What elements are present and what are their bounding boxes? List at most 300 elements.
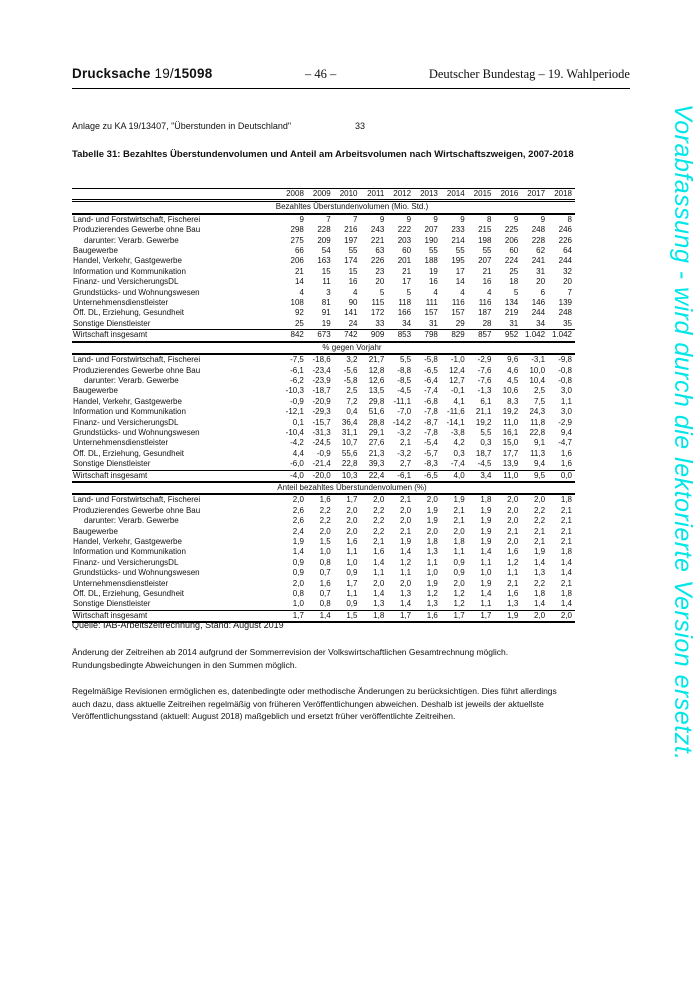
- cell-value: -10,4: [285, 427, 304, 437]
- cell-value: -3,8: [450, 427, 465, 437]
- section-header-label: Anteil bezahltes Überstundenvolumen (%): [72, 482, 575, 494]
- cell-value: 2,0: [453, 526, 465, 536]
- cell-value: 2,0: [453, 578, 465, 588]
- table-row: [72, 376, 575, 386]
- row-label: Handel, Verkehr, Gastgewerbe: [73, 537, 182, 546]
- document-number: [72, 66, 212, 81]
- cell-value: 1,1: [373, 568, 385, 578]
- cell-value: 12,4: [449, 365, 465, 375]
- cell-value: -14,2: [392, 417, 412, 427]
- cell-value: 187: [478, 308, 492, 318]
- cell-value: 2,2: [373, 526, 385, 536]
- cell-value: 20: [536, 277, 546, 287]
- cell-value: -2,9: [477, 355, 492, 365]
- cell-value: -21,4: [312, 459, 331, 469]
- cell-value: 27,6: [368, 438, 385, 448]
- cell-value: 2,1: [533, 526, 546, 536]
- table-wrap: [72, 188, 575, 623]
- cell-value: 2,0: [346, 516, 358, 526]
- cell-value: 1,3: [373, 599, 385, 609]
- cell-value: 1,9: [292, 537, 304, 546]
- cell-value: -11,6: [447, 407, 465, 417]
- cell-value: 2,0: [292, 578, 304, 588]
- cell-value: 226: [370, 256, 385, 266]
- cell-value: 24,3: [529, 407, 546, 417]
- cell-value: -6,0: [290, 459, 304, 469]
- cell-value: 2,0: [507, 495, 519, 505]
- cell-value: 909: [360, 330, 387, 342]
- cell-value: 842: [280, 330, 307, 342]
- cell-value: -6,5: [414, 470, 441, 482]
- cell-value: 111: [425, 298, 438, 308]
- row-label: Information und Kommunikation: [73, 407, 186, 417]
- document-number-prefix: 19/: [154, 66, 174, 81]
- cell-value: -7,6: [477, 365, 492, 375]
- cell-value: 9: [460, 214, 465, 224]
- row-label: Sonstige Dienstleister: [73, 318, 151, 328]
- cell-value: 216: [344, 225, 358, 235]
- cell-value: 1,8: [360, 610, 387, 622]
- cell-value: 55,6: [341, 448, 358, 458]
- row-label: darunter: Verarb. Gewerbe: [84, 235, 179, 245]
- cell-value: 1,0: [480, 568, 492, 578]
- cell-value: 0,4: [346, 407, 358, 417]
- cell-value: 298: [290, 225, 304, 235]
- table-source: Quelle: IAB-Arbeitszeitrechnung, Stand: August 2019: [72, 620, 284, 630]
- cell-value: 0,3: [480, 438, 492, 448]
- cell-value: 1,3: [507, 599, 519, 609]
- table-row: [72, 506, 575, 516]
- cell-value: 2,0: [346, 505, 358, 515]
- cell-value: 2,0: [548, 610, 575, 622]
- cell-value: 8: [567, 214, 572, 224]
- cell-value: 23: [375, 266, 385, 276]
- cell-value: -1,3: [477, 386, 492, 396]
- table-row: [72, 579, 575, 589]
- row-label: Sonstige Dienstleister: [73, 599, 151, 609]
- cell-value: 2,0: [426, 495, 438, 505]
- cell-value: 2,1: [507, 578, 519, 588]
- table-row: [72, 537, 575, 547]
- overtime-table: [72, 188, 575, 623]
- cell-value: 11: [322, 277, 331, 287]
- cell-value: 201: [397, 256, 412, 266]
- cell-value: 29,1: [368, 427, 385, 437]
- cell-value: 31,1: [341, 427, 358, 437]
- cell-value: 853: [387, 330, 414, 342]
- cell-value: 1,0: [292, 599, 304, 609]
- cell-value: 5: [379, 287, 385, 297]
- cell-value: 1,3: [533, 568, 546, 578]
- cell-value: 34: [536, 318, 546, 328]
- year-header-row: [72, 189, 575, 201]
- cell-value: 13,5: [368, 386, 385, 396]
- cell-value: 275: [290, 235, 304, 245]
- cell-value: -7,5: [290, 355, 304, 365]
- cell-value: 1,9: [480, 537, 492, 546]
- cell-value: 32: [563, 266, 572, 276]
- year-header-cell: 2013: [414, 189, 441, 201]
- cell-value: 28: [482, 318, 492, 328]
- cell-value: 36,4: [341, 417, 358, 427]
- cell-value: -0,1: [450, 386, 465, 396]
- cell-value: 3,0: [560, 407, 572, 417]
- cell-value: 7: [567, 287, 572, 297]
- cell-value: -3,2: [397, 448, 412, 458]
- cell-value: 2,1: [560, 537, 572, 546]
- row-label: Finanz- und VersicherungsDL: [73, 557, 179, 567]
- cell-value: 4,1: [453, 396, 465, 406]
- year-header-cell: 2010: [334, 189, 361, 201]
- cell-value: -15,7: [312, 417, 331, 427]
- table-row: [72, 516, 575, 526]
- cell-value: 224: [504, 256, 519, 266]
- cell-value: -2,9: [558, 417, 572, 427]
- cell-value: 64: [563, 246, 572, 256]
- cell-value: -4,2: [290, 438, 304, 448]
- table-row: [72, 308, 575, 318]
- cell-value: 1,2: [507, 557, 519, 567]
- cell-value: 28,8: [368, 417, 385, 427]
- cell-value: 15: [321, 266, 331, 276]
- cell-value: 2,4: [292, 526, 304, 536]
- cell-value: 1,6: [373, 547, 385, 557]
- cell-value: 4,4: [292, 448, 304, 458]
- cell-value: 9: [433, 214, 438, 224]
- cell-value: 5,5: [399, 355, 412, 365]
- row-label: Land- und Forstwirtschaft, Fischerei: [73, 495, 201, 505]
- cell-value: 2,5: [346, 386, 358, 396]
- cell-value: 1,4: [373, 589, 385, 599]
- cell-value: 1,6: [560, 448, 572, 458]
- cell-value: -14,1: [446, 417, 465, 427]
- cell-value: 1,1: [480, 557, 492, 567]
- cell-value: 2,0: [346, 526, 358, 536]
- table-row: [72, 438, 575, 448]
- cell-value: 2,2: [533, 516, 546, 526]
- footnote-line: auch dazu, dass aktuelle Zeitreihen regelmäßig von früheren Veröffentlichungen abweichen. Deshalb ist jeweils der aktuellste: [72, 698, 544, 709]
- cell-value: 18: [509, 277, 519, 287]
- cell-value: 7,2: [346, 396, 358, 406]
- cell-value: 3,2: [346, 355, 358, 365]
- cell-value: 19,2: [475, 417, 492, 427]
- cell-value: 15,0: [502, 438, 519, 448]
- cell-value: 4: [353, 287, 358, 297]
- row-label: Sonstige Dienstleister: [73, 459, 151, 469]
- cell-value: 54: [321, 246, 331, 256]
- annex-number: 33: [355, 121, 366, 131]
- cell-value: 1,4: [480, 589, 492, 599]
- section-header-row: [72, 201, 575, 214]
- page-header: [72, 66, 630, 89]
- table-row: [72, 494, 575, 505]
- cell-value: 1,7: [346, 495, 358, 505]
- table-row: [72, 366, 575, 376]
- row-label: Baugewerbe: [73, 526, 118, 536]
- cell-value: 222: [397, 225, 412, 235]
- cell-value: 115: [371, 298, 385, 308]
- cell-value: 9: [513, 214, 519, 224]
- row-label: Unternehmensdienstleister: [73, 298, 169, 308]
- cell-value: 0,9: [453, 568, 465, 578]
- cell-value: 798: [414, 330, 441, 342]
- cell-value: 5,5: [480, 427, 492, 437]
- cell-value: 1,7: [280, 610, 307, 622]
- cell-value: -0,8: [558, 365, 572, 375]
- cell-value: 21: [482, 266, 492, 276]
- cell-value: 4: [433, 287, 438, 297]
- cell-value: 1,8: [426, 537, 438, 546]
- cell-value: 742: [334, 330, 361, 342]
- cell-value: 1,6: [414, 610, 441, 622]
- cell-value: 214: [451, 235, 465, 245]
- table-row: [72, 236, 575, 246]
- cell-value: 2,0: [292, 495, 304, 505]
- cell-value: 1,4: [533, 599, 546, 609]
- cell-value: -5,8: [424, 355, 438, 365]
- cell-value: 1,6: [319, 578, 331, 588]
- cell-value: -11,1: [393, 396, 412, 406]
- cell-value: 9,5: [521, 470, 548, 482]
- cell-value: 1,2: [399, 557, 412, 567]
- cell-value: 0,3: [453, 448, 465, 458]
- cell-value: 2,0: [507, 516, 519, 526]
- table-row: [72, 256, 575, 266]
- cell-value: 63: [375, 246, 385, 256]
- cell-value: 9: [540, 214, 546, 224]
- cell-value: -6,4: [424, 375, 438, 385]
- cell-value: 952: [494, 330, 521, 342]
- cell-value: -8,3: [424, 459, 438, 469]
- table-row: [72, 589, 575, 599]
- cell-value: 0,9: [346, 568, 358, 578]
- cell-value: 20: [563, 277, 572, 287]
- cell-value: 1.042: [521, 330, 548, 342]
- cell-value: 2,1: [560, 505, 572, 515]
- cell-value: -23,9: [312, 375, 331, 385]
- cell-value: 1,1: [346, 589, 358, 599]
- cell-value: -6,8: [424, 396, 438, 406]
- cell-value: 2,1: [453, 516, 465, 526]
- cell-value: 174: [344, 256, 358, 266]
- table-row: [72, 459, 575, 470]
- cell-value: 1,4: [560, 557, 572, 567]
- cell-value: -6,1: [290, 365, 304, 375]
- cell-value: -8,8: [397, 365, 412, 375]
- table-row: [72, 407, 575, 417]
- cell-value: 3,4: [468, 470, 495, 482]
- cell-value: 1,6: [319, 495, 331, 505]
- cell-value: 1,9: [399, 537, 412, 546]
- cell-value: 2,0: [373, 495, 385, 505]
- cell-value: 4: [460, 287, 465, 297]
- table-row: [72, 418, 575, 428]
- cell-value: -31,3: [312, 427, 331, 437]
- table-row: [72, 527, 575, 537]
- cell-value: 1,1: [399, 568, 412, 578]
- cell-value: 1,6: [507, 589, 519, 599]
- cell-value: 228: [531, 235, 546, 245]
- cell-value: 1,8: [533, 589, 546, 599]
- cell-value: -20,9: [312, 396, 331, 406]
- cell-value: 1,6: [346, 537, 358, 546]
- cell-value: 55: [428, 246, 438, 256]
- cell-value: -7,6: [477, 375, 492, 385]
- cell-value: 248: [558, 308, 572, 318]
- cell-value: -7,8: [424, 407, 438, 417]
- cell-value: 9: [406, 214, 412, 224]
- cell-value: 6: [540, 287, 546, 297]
- cell-value: 39,3: [368, 459, 385, 469]
- cell-value: 4,6: [507, 365, 519, 375]
- cell-value: 21: [294, 266, 304, 276]
- cell-value: 16: [482, 277, 492, 287]
- cell-value: 1,6: [507, 547, 519, 557]
- table-row: [72, 225, 575, 235]
- cell-value: 2,1: [507, 526, 519, 536]
- cell-value: 0,9: [346, 599, 358, 609]
- cell-value: 0,7: [319, 568, 331, 578]
- row-label: Öff. DL, Erziehung, Gesundheit: [73, 589, 185, 599]
- footnotes: [72, 646, 592, 737]
- table-row: [72, 277, 575, 287]
- year-header-cell: 2018: [548, 189, 575, 201]
- cell-value: 1,9: [426, 516, 438, 526]
- cell-value: 60: [509, 246, 519, 256]
- table-row: [72, 246, 575, 256]
- cell-value: 244: [558, 256, 572, 266]
- cell-value: 1,2: [426, 589, 438, 599]
- cell-value: 0,9: [292, 557, 304, 567]
- cell-value: 6,1: [480, 396, 492, 406]
- cell-value: 2,2: [373, 505, 385, 515]
- cell-value: -0,8: [558, 375, 572, 385]
- cell-value: -5,4: [424, 438, 438, 448]
- cell-value: 241: [531, 256, 546, 266]
- cell-value: 29: [455, 318, 465, 328]
- footnote-line: Veröffentlichungsstand (aktuell: August 2018) maßgeblich und ersetzt früher veröffentlichte Zeitreihen.: [72, 711, 456, 721]
- row-label: Produzierendes Gewerbe ohne Bau: [73, 505, 201, 515]
- cell-value: 0,9: [453, 557, 465, 567]
- year-header-cell: 2015: [468, 189, 495, 201]
- cell-value: 1,5: [334, 610, 361, 622]
- footnote-line: Änderung der Zeitreihen ab 2014 aufgrund der Sommerrevision der Volkswirtschaftlichen Gesamtrechnung möglich.: [72, 647, 509, 657]
- cell-value: 2,1: [453, 505, 465, 515]
- cell-value: 2,2: [373, 516, 385, 526]
- row-label: Grundstücks- und Wohnungswesen: [73, 427, 200, 437]
- row-label: Unternehmensdienstleister: [73, 578, 169, 588]
- cell-value: 22,8: [341, 459, 358, 469]
- cell-value: 2,2: [533, 578, 546, 588]
- preliminary-version-watermark: Vorabfassung - wird durch die lektorierte Version ersetzt.: [669, 104, 697, 761]
- cell-value: 1,6: [560, 459, 572, 469]
- cell-value: 2,6: [292, 505, 304, 515]
- row-label: Unternehmensdienstleister: [73, 438, 169, 448]
- cell-value: 118: [398, 298, 412, 308]
- row-label: Land- und Forstwirtschaft, Fischerei: [73, 355, 201, 365]
- cell-value: 673: [307, 330, 334, 342]
- cell-value: 108: [290, 298, 304, 308]
- cell-value: 207: [424, 225, 438, 235]
- cell-value: 10,0: [529, 365, 546, 375]
- cell-value: 246: [558, 225, 572, 235]
- page-number: – 46 –: [305, 67, 337, 81]
- cell-value: 60: [402, 246, 412, 256]
- cell-value: 2,1: [399, 495, 412, 505]
- cell-value: 16: [428, 277, 438, 287]
- cell-value: 34: [402, 318, 412, 328]
- cell-value: -20,0: [307, 470, 334, 482]
- cell-value: 1,0: [319, 547, 331, 557]
- cell-value: 9,4: [560, 427, 572, 437]
- cell-value: -1,0: [450, 355, 465, 365]
- cell-value: 21: [402, 266, 412, 276]
- cell-value: 226: [558, 235, 572, 245]
- table-row: [72, 568, 575, 578]
- row-label: Baugewerbe: [73, 386, 118, 396]
- cell-value: 1,9: [533, 547, 546, 557]
- cell-value: 141: [344, 308, 358, 318]
- cell-value: 1,4: [399, 547, 412, 557]
- cell-value: 1,8: [560, 589, 572, 599]
- cell-value: 2,6: [292, 516, 304, 526]
- cell-value: 1.042: [548, 330, 575, 342]
- cell-value: 13,9: [502, 459, 519, 469]
- cell-value: 20: [375, 277, 385, 287]
- cell-value: -4,5: [477, 459, 492, 469]
- row-label: Handel, Verkehr, Gastgewerbe: [73, 396, 182, 406]
- cell-value: 1,7: [441, 610, 468, 622]
- cell-value: 2,0: [399, 578, 412, 588]
- year-header-cell: 2012: [387, 189, 414, 201]
- cell-value: 829: [441, 330, 468, 342]
- cell-value: 139: [558, 298, 572, 308]
- cell-value: 206: [504, 235, 519, 245]
- cell-value: 8,3: [507, 396, 519, 406]
- cell-value: -7,8: [424, 427, 438, 437]
- table-row: [72, 547, 575, 557]
- cell-value: 219: [504, 308, 519, 318]
- cell-value: -5,7: [424, 448, 438, 458]
- cell-value: -4,5: [397, 386, 412, 396]
- cell-value: 1,9: [494, 610, 521, 622]
- cell-value: -7,4: [450, 459, 465, 469]
- cell-value: 1,7: [468, 610, 495, 622]
- cell-value: 17,7: [502, 448, 519, 458]
- row-label: Handel, Verkehr, Gastgewerbe: [73, 256, 182, 266]
- annex-text: Anlage zu KA 19/13407, "Überstunden in Deutschland": [72, 121, 292, 131]
- row-label: darunter: Verarb. Gewerbe: [84, 516, 179, 526]
- cell-value: 10,6: [502, 386, 519, 396]
- cell-value: 2,0: [507, 505, 519, 515]
- cell-value: 188: [424, 256, 438, 266]
- cell-value: -3,2: [397, 427, 412, 437]
- section-header-label: % gegen Vorjahr: [72, 342, 575, 354]
- cell-value: 10,7: [341, 438, 358, 448]
- table-row: [72, 470, 575, 482]
- cell-value: 1,1: [560, 396, 572, 406]
- section-header-row: [72, 482, 575, 494]
- cell-value: 21,3: [368, 448, 385, 458]
- row-label: Grundstücks- und Wohnungswesen: [73, 287, 200, 297]
- cell-value: 1,3: [426, 599, 438, 609]
- cell-value: 25: [294, 318, 304, 328]
- cell-value: 1,4: [560, 599, 572, 609]
- cell-value: 209: [317, 235, 331, 245]
- cell-value: 22,4: [360, 470, 387, 482]
- cell-value: 4,0: [441, 470, 468, 482]
- cell-value: 31: [509, 318, 519, 328]
